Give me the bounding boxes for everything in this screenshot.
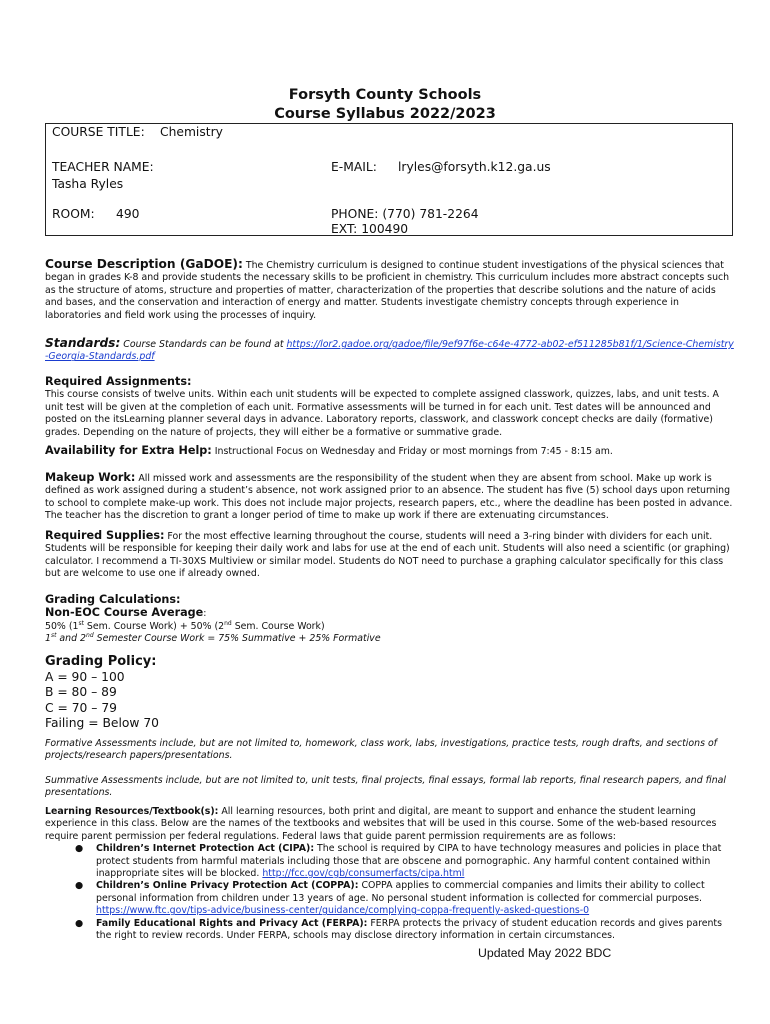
district-title: Forsyth County Schools <box>288 87 482 103</box>
grading-calculations <box>45 594 735 646</box>
learning-resources <box>45 806 735 942</box>
extra-help-text: Instructional Focus on Wednesday and Friday or most mornings from 7:45 - 8:15 am. <box>211 446 613 457</box>
syllabus-title: Course Syllabus 2022/2023 <box>274 106 496 122</box>
coppa-link[interactable]: https://www.ftc.gov/tips-advice/business-center/guidance/complying-coppa-frequently-asked-questions-0 <box>96 905 590 917</box>
course-description-text: The Chemistry curriculum is designed to continue student investigations of the physical sciences that began in grades K-8 and provide students the necessary skills to be proficient in chemistry. This curriculum includes more abstract concepts such as the structure of atoms, structure and properties of matter, characterization of the properties that describe solutions and the nature of acids and bases, and the conservation and interaction of energy and matter. Students investigate chemistry concepts through experience in laboratories and field work using the processes of inquiry. <box>45 260 730 321</box>
makeup-work <box>45 472 735 523</box>
course-title-value: Chemistry <box>160 125 223 139</box>
room-value: 490 <box>116 207 140 221</box>
grade-failing: Failing = Below 70 <box>45 716 160 730</box>
non-eoc-colon: : <box>203 608 207 620</box>
grading-calculations-heading: Grading Calculations: <box>45 593 181 606</box>
required-supplies-text: For the most effective learning throughout the course, students will need a 3-ring binder with dividers for each unit. Students will be responsible for keeping their daily work and labs for use at the end of each unit. Students will also need a scientific (or graphing) calculator. I recommend a TI-30XS Multiview or similar model. Students do NOT need to purchase a graphing calculator specifically for this class but are welcome to use one if already owned. <box>45 531 730 580</box>
grading-policy-heading: Grading Policy: <box>45 654 157 669</box>
formative-note: Formative Assessments include, but are not limited to, homework, class work, labs, investigations, practice tests, rough drafts, and sections of projects/research papers/presentations. <box>45 738 717 762</box>
course-description-heading: Course Description (GaDOE): <box>45 257 243 271</box>
ext-text: EXT: 100490 <box>331 222 409 236</box>
teacher-name-value: Tasha Ryles <box>52 177 124 191</box>
phone-text: PHONE: (770) 781-2264 <box>331 207 479 221</box>
bullet-icon: ● <box>75 880 84 892</box>
learning-resources-heading: Learning Resources/Textbook(s): <box>45 806 219 817</box>
bullet-icon: ● <box>75 917 84 929</box>
grading-policy <box>45 654 159 732</box>
list-item: ● Children’s Online Privacy Protection Act (COPPA): COPPA applies to commercial companies and limits their ability to collect personal information from children under 13 years of age. No personal student information is collected for commercial purposes. https://www.ftc.gov/tips-advice/business-center/guidance/complying-coppa-frequently-asked-questions-0 <box>75 880 705 917</box>
footer-updated: Updated May 2022 BDC <box>478 946 612 960</box>
list-item: ● Family Educational Rights and Privacy Act (FERPA): FERPA protects the privacy of student education records and gives parents the right to review records. Under FERPA, schools may disclose directory information in certain circumstances. <box>75 917 722 942</box>
room-label: ROOM: <box>52 207 95 221</box>
summative-note: Summative Assessments include, but are not limited to, unit tests, final projects, final essays, formal lab reports, final research papers, and final presentations. <box>45 775 727 799</box>
calc-line-1: 50% (1st Sem. Course Work) + 50% (2nd Sem. Course Work) <box>45 619 325 632</box>
required-supplies-heading: Required Supplies: <box>45 529 165 542</box>
standards-text: Course Standards can be found at <box>120 339 287 350</box>
grade-a: A = 90 – 100 <box>45 669 125 684</box>
standards <box>45 337 735 364</box>
list-item: ● Children’s Internet Protection Act (CIPA): The school is required by CIPA to have technology measures and policies in place that protect students from harmful materials including those that are obscene and pornographic. Any harmful content contained within inappropriate sites will be blocked. http://fcc.gov/cgb/consumerfacts/cipa.html <box>75 843 722 880</box>
course-title-label: COURSE TITLE: <box>52 125 145 139</box>
bullet-icon: ● <box>75 843 84 855</box>
course-info-box <box>45 123 733 236</box>
extra-help <box>45 445 735 458</box>
non-eoc-heading: Non-EOC Course Average <box>45 606 204 620</box>
learning-resources-text: All learning resources, both print and digital, are meant to support and enhance the student learning experience in this class. Below are the names of the textbooks and websites that will be used in this course. Some of the web-based resources require parent permission per federal regulations. Federal laws that guide parent permission requirements are as follows: <box>45 806 717 842</box>
teacher-name-label: TEACHER NAME: <box>52 160 154 174</box>
required-assignments-heading: Required Assignments: <box>45 375 192 388</box>
makeup-work-heading: Makeup Work: <box>45 471 136 484</box>
required-supplies <box>45 530 735 581</box>
calc-line-2: 1st and 2nd Semester Course Work = 75% Summative + 25% Formative <box>45 632 381 645</box>
required-assignments-text: This course consists of twelve units. Within each unit students will be expected to complete assigned classwork, quizzes, labs, and unit tests. A unit test will be given at the completion of each unit. Formative assessments will be turned in for each unit. Test dates will be announced and posted on the itsLearning planner several days in advance. Laboratory reports, classwork, and classwork concept checks are daily (formative) grades. Depending on the nature of projects, they will either be a formative or summative grade. <box>45 389 719 438</box>
required-assignments <box>45 376 735 439</box>
standards-link[interactable]: https://lor2.gadoe.org/gadoe/file/9ef97f6e-c64e-4772-ab02-ef511285b81f/1/Science-Chemistry-Georgia-Standards.pdf <box>45 339 734 363</box>
makeup-work-text: All missed work and assessments are the responsibility of the student when they are absent from school. Make up work is defined as work assigned during a student’s absence, not work assigned prior to an absence. The student has five (5) school days upon returning to school to complete make-up work. This does not include major projects, research papers, etc., where the deadline has been posted in advance. The teacher has the discretion to grant a longer period of time to make up work if there are extenuating circumstances. <box>45 473 733 522</box>
email-label: E-MAIL: <box>331 160 377 174</box>
standards-heading: Standards: <box>45 336 121 350</box>
email-value: lryles@forsyth.k12.ga.us <box>398 160 551 174</box>
course-description <box>45 258 735 322</box>
grade-b: B = 80 – 89 <box>45 685 117 699</box>
extra-help-heading: Availability for Extra Help: <box>45 444 212 457</box>
grade-c: C = 70 – 79 <box>45 700 117 715</box>
cipa-link[interactable]: http://fcc.gov/cgb/consumerfacts/cipa.html <box>262 868 465 880</box>
